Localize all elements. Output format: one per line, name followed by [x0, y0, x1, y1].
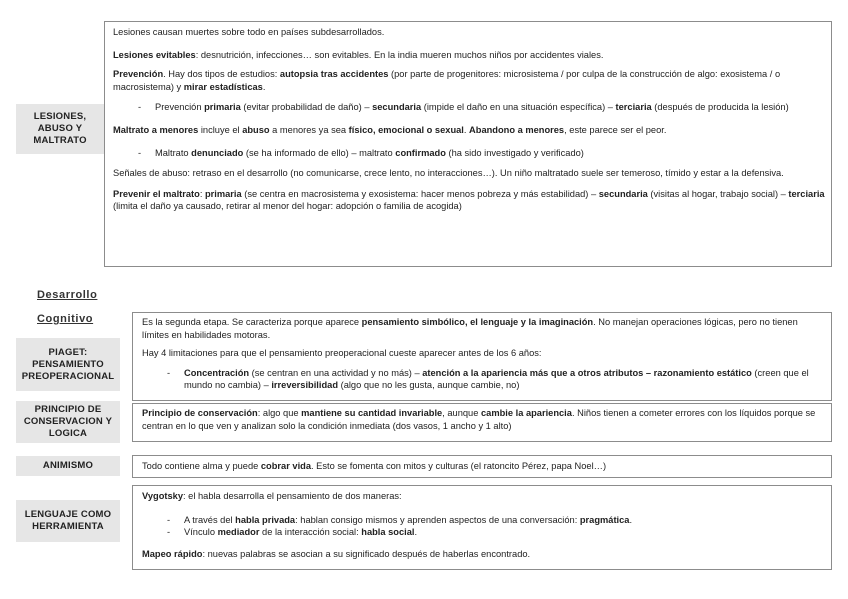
piaget-line-1: Es la segunda etapa. Se caracteriza porque aparece pensamiento simbólico, el lenguaje y la imaginación. No manejan operaciones lógicas, pero no tienen límites en habilidades motoras.: [142, 317, 798, 340]
box-lesiones: [104, 21, 832, 267]
label-lesiones: LESIONES, ABUSO Y MALTRATO: [16, 104, 104, 154]
lesiones-line-5: Maltrato a menores incluye el abuso a menores ya sea físico, emocional o sexual. Abandono a menores, este parece ser el peor.: [113, 124, 667, 135]
lesiones-line-3: Prevención. Hay dos tipos de estudios: autopsia tras accidentes (por parte de progenitores: microsistema / por culpa de la construcción de algo: exosistema / o macrosistema) y mirar estadísticas.: [113, 69, 781, 92]
lesiones-bullet-2: - Maltrato denunciado (se ha informado de ello) – maltrato confirmado (ha sido investigado y verificado): [138, 147, 584, 158]
piaget-bullet-1: - Concentración (se centran en una actividad y no más) – atención a la apariencia más que a otros atributos – razonamiento estático (creen que el mundo no cambia) – irreversibilidad (algo que no les gusta, aunque cambie, no): [167, 367, 809, 391]
lesiones-line-1: Lesiones causan muertes sobre todo en países subdesarrollados.: [113, 27, 385, 37]
lesiones-line-2: Lesiones evitables: desnutrición, infecciones… son evitables. En la india mueren muchos niños por accidentes viales.: [113, 49, 604, 60]
lenguaje-bullet-1: - A través del habla privada: hablan consigo mismos y aprenden aspectos de una conversación: pragmática.: [167, 514, 633, 525]
lenguaje-line-4: Mapeo rápido: nuevas palabras se asocian a su significado después de haberlas encontrado.: [142, 548, 531, 559]
piaget-line-2: Hay 4 limitaciones para que el pensamiento preoperacional cueste aparecer antes de los 6 años:: [142, 348, 542, 359]
label-lenguaje: LENGUAJE COMO HERRAMIENTA: [16, 500, 120, 542]
lesiones-bullet-1: - Prevención primaria (evitar probabilidad de daño) – secundaria (impide el daño en una situación específica) – terciaria (después de producida la lesión): [138, 102, 789, 113]
box-lenguaje: [132, 485, 832, 570]
label-animismo: ANIMISMO: [16, 456, 120, 476]
label-principio: PRINCIPIO DE CONSERVACION Y LOGICA: [16, 401, 120, 443]
box-piaget: [132, 312, 832, 401]
lesiones-line-8: Prevenir el maltrato: primaria (se centra en macrosistema y exosistema: hacer menos pobreza y más estabilidad) – secundaria (visitas al hogar, trabajo social) – terciaria (limita el daño ya causado, retirar al menor del hogar: adopción o familia de acogida): [113, 188, 825, 212]
lenguaje-bullet-2: - Vínculo mediador de la interacción social: habla social.: [167, 527, 418, 538]
lenguaje-line-1: Vygotsky: el habla desarrolla el pensamiento de dos maneras:: [142, 491, 402, 501]
principio-text: Principio de conservación: algo que mantiene su cantidad invariable, aunque cambie la apariencia. Niños tienen a cometer errores con los líquidos porque se centran en lo que ven y analizan solo la condición inmediata (dos vasos, 1 ancho y 1 alto): [142, 408, 816, 431]
section-title-cognitivo: Cognitivo: [37, 313, 94, 325]
animismo-text: Todo contiene alma y puede cobrar vida. Esto se fomenta con mitos y culturas (el ratoncito Pérez, papa Noel…): [142, 461, 607, 471]
section-title-desarrollo: Desarrollo: [37, 289, 98, 301]
lesiones-line-7: Señales de abuso: retraso en el desarrollo (no comunicarse, crece lento, no interacciones…). Un niño maltratado suele ser temeroso, tímido y estar a la defensiva.: [113, 168, 784, 179]
box-animismo: [132, 455, 832, 478]
label-piaget: PIAGET: PENSAMIENTO PREOPERACIONAL: [16, 338, 120, 391]
box-principio: [132, 403, 832, 442]
